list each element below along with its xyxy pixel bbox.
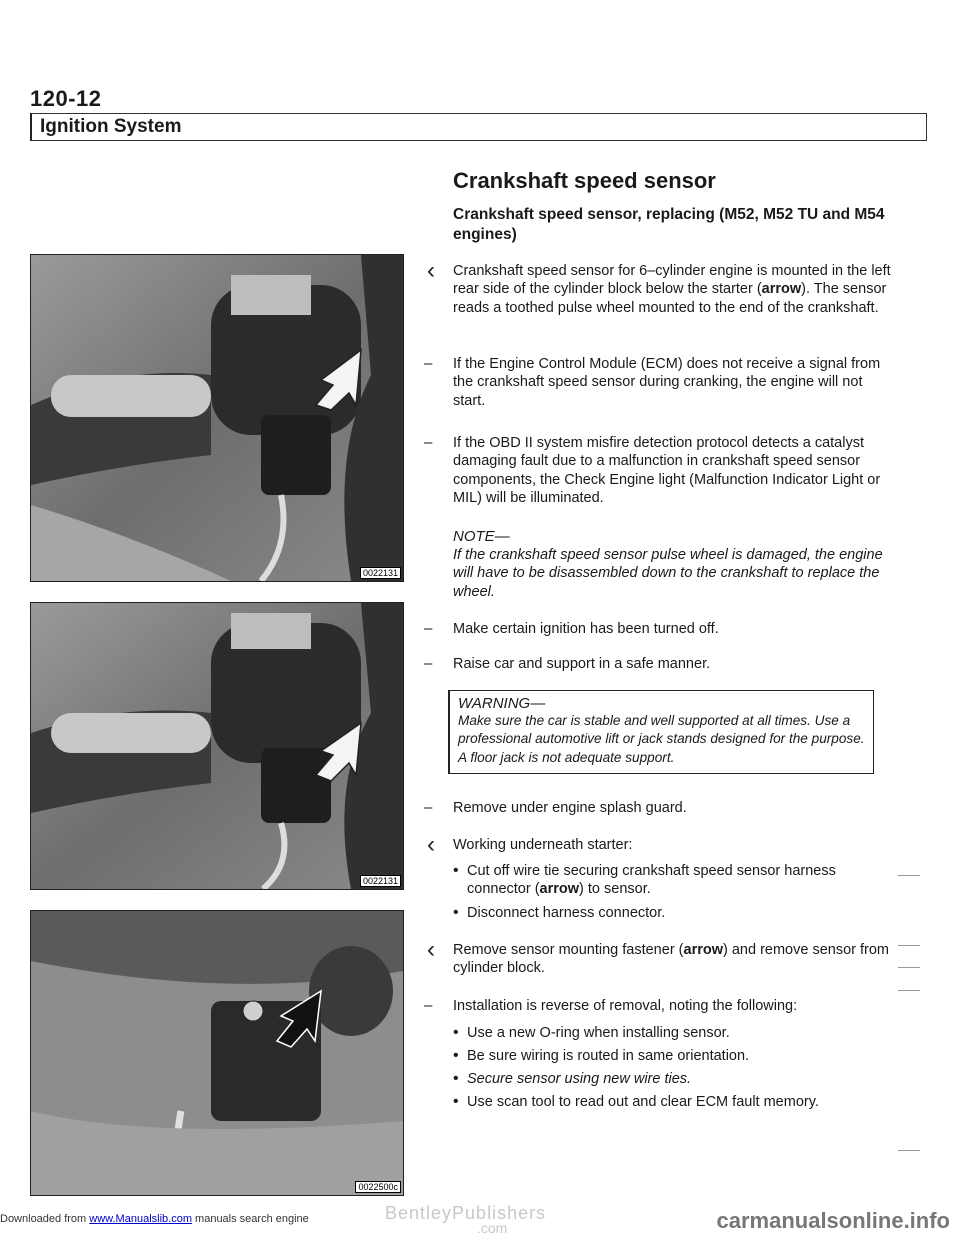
warning-text: Make sure the car is stable and well supported at all times. Use a professional automotive lift or jack stands designed for the purpose. A floor jack is not adequate support. bbox=[458, 713, 865, 765]
install-bullet: Secure sensor using new wire ties. bbox=[467, 1071, 692, 1087]
bullet-icon: • bbox=[453, 1024, 459, 1041]
site-watermark: carmanualsonline.info bbox=[716, 1208, 950, 1233]
bullet-icon: • bbox=[453, 1070, 459, 1087]
figure-number: 0022500c bbox=[355, 1181, 401, 1193]
step-dash-icon: – bbox=[424, 799, 433, 816]
remove-sensor: Remove sensor mounting fastener (arrow) and remove sensor from cylinder block. bbox=[453, 942, 890, 977]
edge-mark bbox=[898, 967, 920, 968]
bullet-icon: • bbox=[453, 1047, 459, 1064]
step-installation: Installation is reverse of removal, noting the following: bbox=[453, 998, 798, 1014]
figure-pointer-icon: ‹ bbox=[427, 936, 435, 963]
photo-sensor-fastener bbox=[30, 910, 404, 1196]
bullet-icon: • bbox=[453, 862, 459, 879]
figure-number: 0022131 bbox=[360, 567, 401, 579]
photo-2-illustration bbox=[31, 603, 403, 889]
step-dash-icon: – bbox=[424, 997, 433, 1014]
warning-box bbox=[448, 690, 874, 774]
install-bullet: Use a new O-ring when installing sensor. bbox=[467, 1025, 730, 1041]
warning-label: WARNING— bbox=[458, 695, 546, 712]
sensor-description: Crankshaft speed sensor for 6–cylinder engine is mounted in the left rear side of the cylinder block below the starter (arrow). The sensor reads a toothed pulse wheel mounted to the end of the crankshaft. bbox=[453, 263, 891, 316]
photo-harness-connector bbox=[30, 602, 404, 890]
page-number: 120-12 bbox=[30, 86, 102, 111]
step-dash-icon: – bbox=[424, 434, 433, 451]
figure-pointer-icon: ‹ bbox=[427, 257, 435, 284]
bullet-icon: • bbox=[453, 1093, 459, 1110]
bullet-disconnect: Disconnect harness connector. bbox=[467, 905, 666, 921]
step-dash-icon: – bbox=[424, 655, 433, 672]
photo-1-illustration bbox=[31, 255, 403, 581]
edge-mark bbox=[898, 945, 920, 946]
photo-3-illustration bbox=[31, 911, 403, 1195]
manualslib-link[interactable]: www.Manualslib.com bbox=[89, 1213, 192, 1225]
page-title: Crankshaft speed sensor bbox=[453, 168, 716, 193]
edge-mark bbox=[898, 990, 920, 991]
bullet-icon: • bbox=[453, 904, 459, 921]
bullet-cut-wire-tie: Cut off wire tie securing crankshaft speed sensor harness connector (arrow) to sensor. bbox=[467, 863, 836, 898]
step-dash-icon: – bbox=[424, 355, 433, 372]
step-ecm: If the Engine Control Module (ECM) does not receive a signal from the crankshaft speed sensor during cranking, the engine will not start. bbox=[453, 356, 881, 409]
working-underneath: Working underneath starter: bbox=[453, 837, 633, 853]
step-obd: If the OBD II system misfire detection protocol detects a catalyst damaging fault due to a malfunction in crankshaft speed sensor components, the Check Engine light (Malfunction Indicator Light or MIL) will be illuminated. bbox=[453, 435, 881, 507]
figure-pointer-icon: ‹ bbox=[427, 831, 435, 858]
install-bullet: Be sure wiring is routed in same orientation. bbox=[467, 1048, 750, 1064]
note-text: If the crankshaft speed sensor pulse wheel is damaged, the engine will have to be disassembled down to the crankshaft to replace the wheel. bbox=[453, 547, 883, 600]
note-label: NOTE— bbox=[453, 528, 510, 545]
figure-number: 0022131 bbox=[360, 875, 401, 887]
install-bullet: Use scan tool to read out and clear ECM fault memory. bbox=[467, 1094, 819, 1110]
edge-mark bbox=[898, 1150, 920, 1151]
watermark-domain: .com bbox=[477, 1220, 508, 1236]
edge-mark bbox=[898, 875, 920, 876]
step-splash-guard: Remove under engine splash guard. bbox=[453, 800, 687, 816]
section-header bbox=[30, 113, 927, 141]
step-raise: Raise car and support in a safe manner. bbox=[453, 656, 711, 672]
watermark-publisher: BentleyPublishers bbox=[385, 1203, 547, 1223]
section-title: Ignition System bbox=[40, 116, 182, 137]
download-footer: Downloaded from www.Manualslib.com manuals search engine bbox=[0, 1213, 309, 1225]
step-ignition: Make certain ignition has been turned off. bbox=[453, 621, 719, 637]
step-dash-icon: – bbox=[424, 620, 433, 637]
photo-starter-sensor bbox=[30, 254, 404, 582]
procedure-heading: Crankshaft speed sensor, replacing (M52, M52 TU and M54 engines) bbox=[453, 206, 885, 243]
